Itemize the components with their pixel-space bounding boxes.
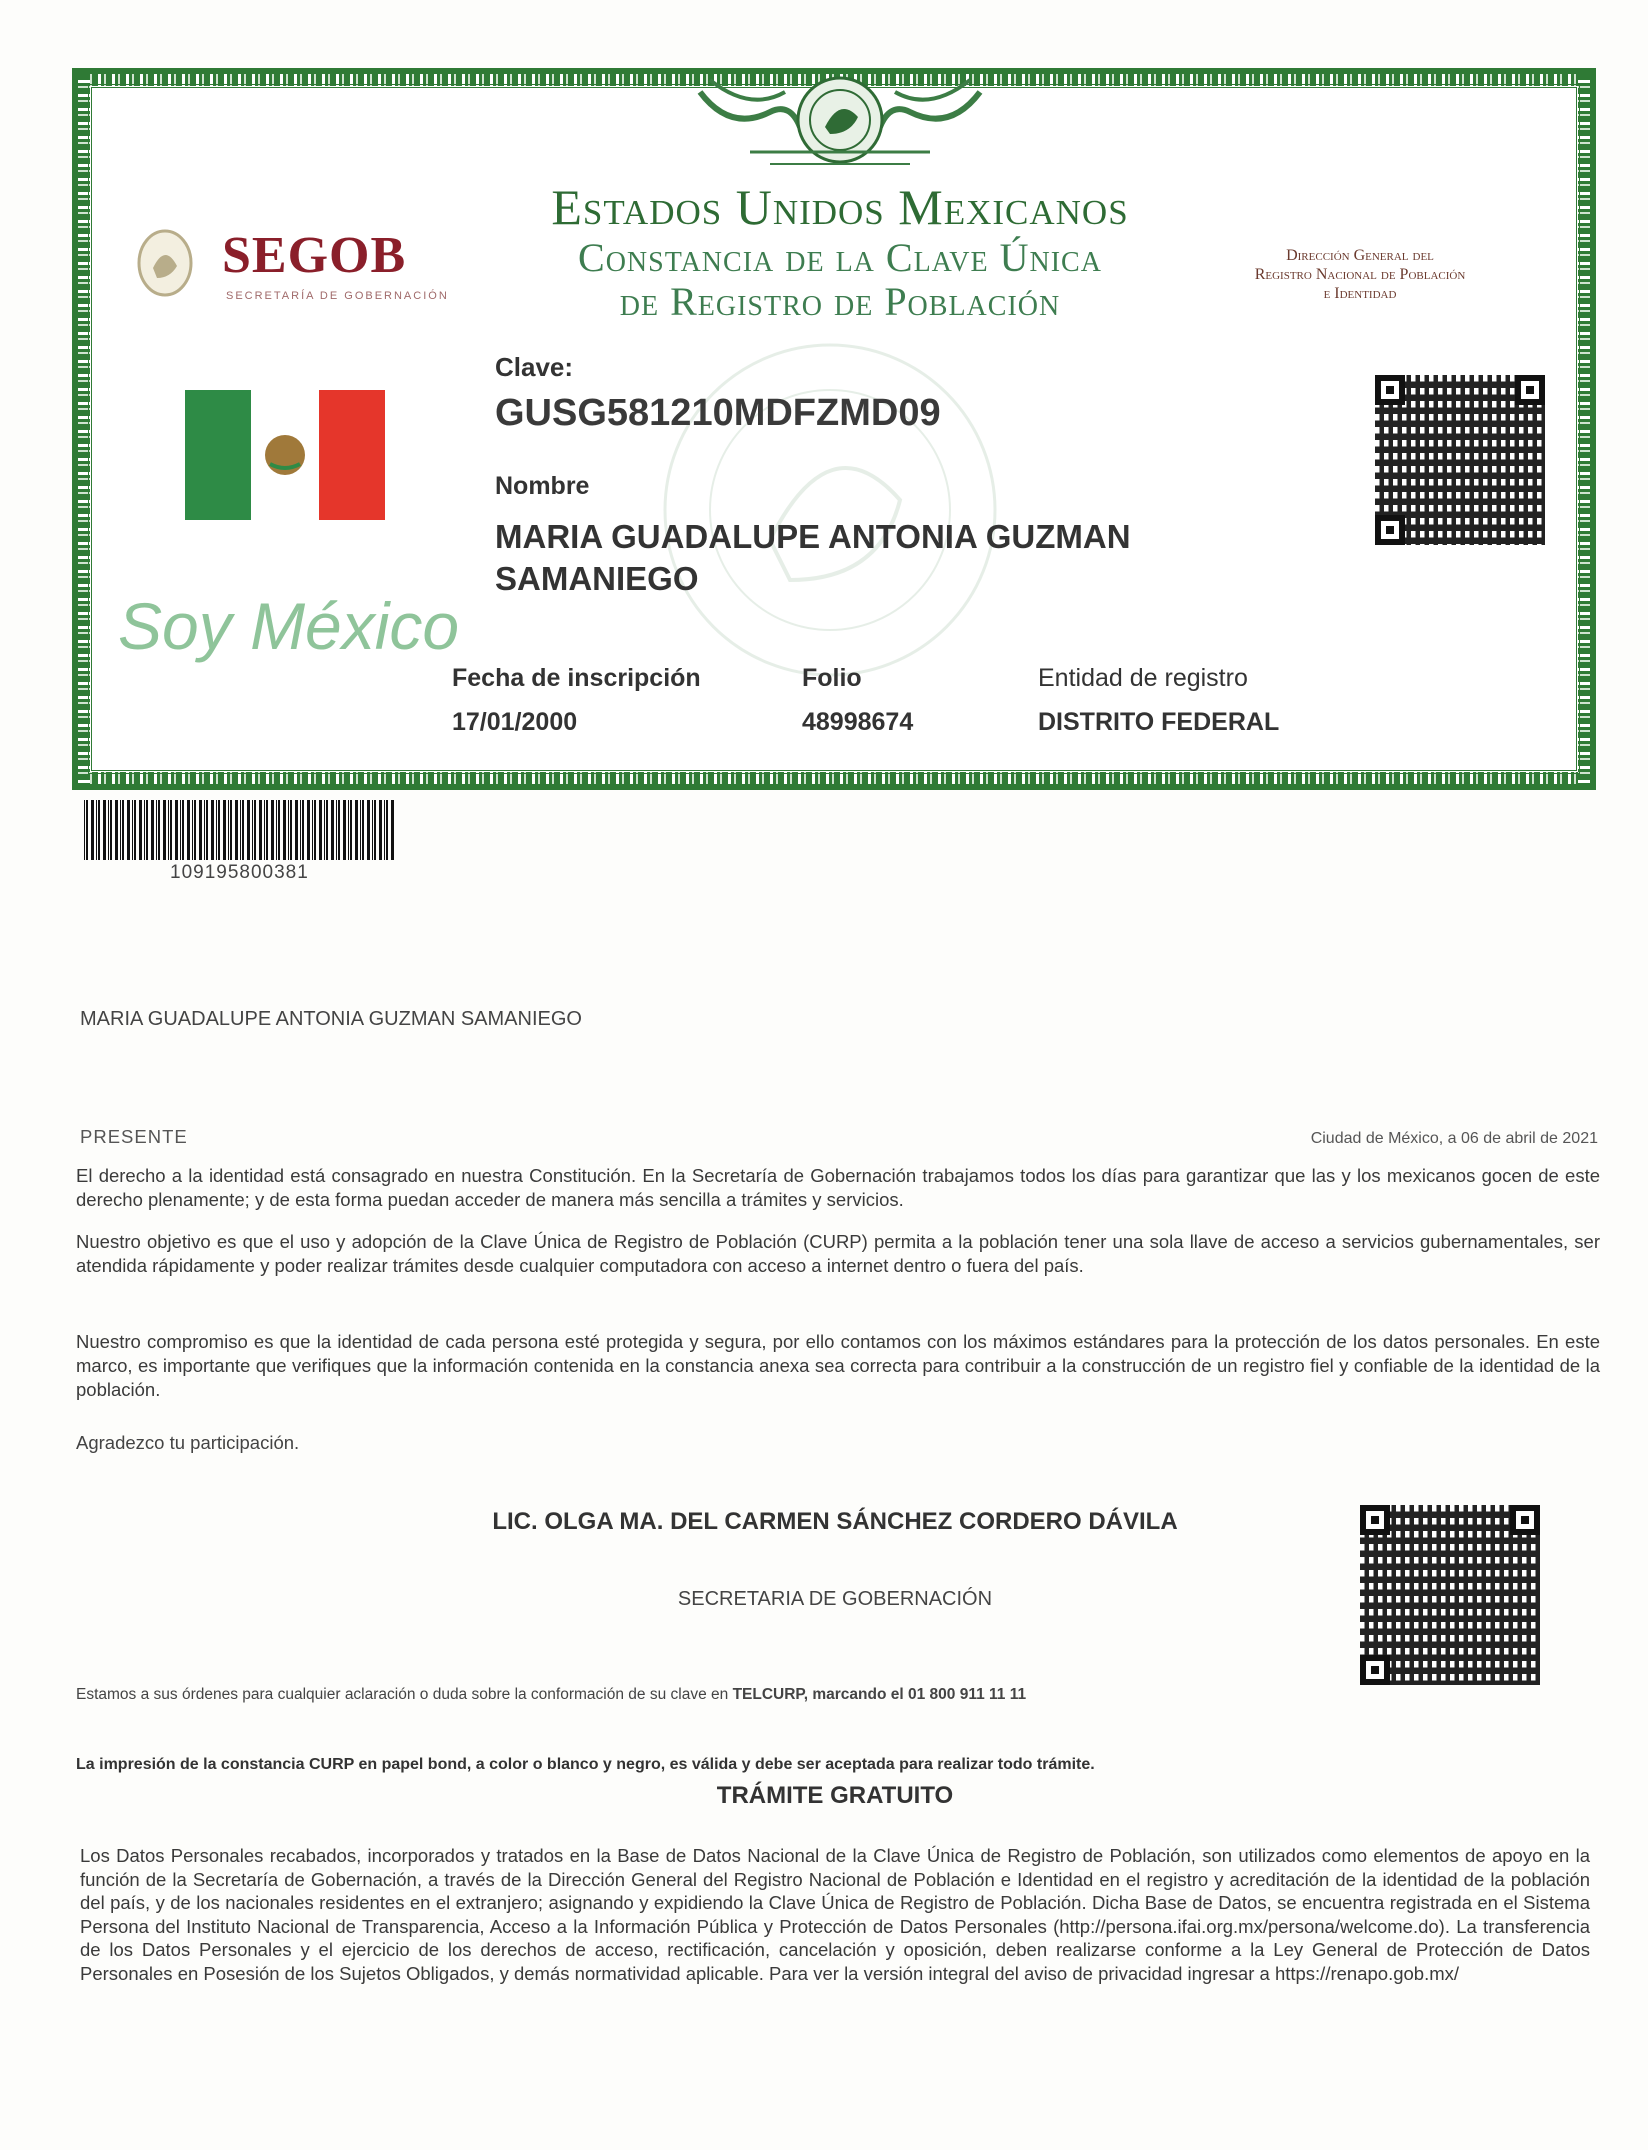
dgr-line3: e Identidad: [1323, 285, 1397, 302]
national-seal-icon: [690, 72, 990, 178]
qr-code-icon: [1360, 1505, 1540, 1685]
clave-label: Clave:: [495, 352, 574, 382]
contact-line: [76, 1686, 1026, 1704]
letter-presente: PRESENTE: [80, 1126, 188, 1147]
barcode-number: 109195800381: [170, 862, 309, 883]
barcode-icon: [84, 800, 394, 860]
fecha-value: 17/01/2000: [452, 708, 578, 736]
letter-recipient: MARIA GUADALUPE ANTONIA GUZMAN SAMANIEGO: [80, 1008, 582, 1030]
privacy-notice: Los Datos Personales recabados, incorporados y tratados en la Base de Datos Nacional de la Clave Única de Registro de Población, son utilizados como elementos de apoyo en la función de la Secretaría de Gobernación, a través de la Dirección General del Registro Nacional de Población e Identidad en el registro y acreditación de la identidad de la población del país, y de los nacionales residentes en el extranjero; asignando y expidiendo la Clave Única de Registro de Población. Dicha Base de Datos, se encuentra registrada en el Sistema Persona del Instituto Nacional de Transparencia, Acceso a la Información Pública y Protección de Datos Personales (http://persona.ifai.org.mx/persona/welcome.do). La transferencia de los Datos Personales y el ejercicio de los derechos de acceso, rectificación, cancelación y oposición, deben realizarse conforme a la Ley General de Protección de Datos Personales en Posesión de los Sujetos Obligados, y demás normatividad aplicable. Para ver la versión integral del aviso de privacidad ingresar a https://renapo.gob.mx/: [80, 1845, 1590, 1984]
fecha-label: Fecha de inscripción: [452, 664, 701, 692]
free-procedure-label: TRÁMITE GRATUITO: [716, 1782, 954, 1809]
folio-value: 48998674: [802, 708, 914, 736]
signer-title: SECRETARIA DE GOBERNACIÓN: [677, 1588, 993, 1610]
letter-paragraph-1: El derecho a la identidad está consagrado en nuestra Constitución. En la Secretaría de Gobernación trabajamos todos los días para garantizar que las y los mexicanos gocen de este derecho plenamente; y de esta forma puedan acceder de manera más sencilla a trámites y servicios.: [76, 1165, 1600, 1210]
entidad-label: Entidad de registro: [1038, 664, 1248, 692]
segob-subtitle: SECRETARÍA DE GOBERNACIÓN: [226, 290, 449, 302]
dgr-block: [1200, 246, 1520, 303]
validity-note: La impresión de la constancia CURP en papel bond, a color o blanco y negro, es válida y debe ser aceptada para realizar todo trámite.: [76, 1756, 1095, 1773]
letter-paragraph-3: Nuestro compromiso es que la identidad de cada persona esté protegida y segura, por ello contamos con los máximos estándares para la protección de los datos personales. En este marco, es importante que verifiques que la información contenida en la constancia anexa sea correcta para contribuir a la construcción de un registro fiel y confiable de la identidad de la población.: [76, 1331, 1600, 1400]
title-registro-poblacion: de Registro de Población: [619, 279, 1061, 324]
segob-emblem-icon: [135, 228, 195, 298]
letter-paragraph-2: Nuestro objetivo es que el uso y adopción de la Clave Única de Registro de Población (CURP) permita a la población tener una sola llave de acceso a servicios gubernamentales, ser atendida rápidamente y poder realizar trámites desde cualquier computadora con acceso a internet dentro o fuera del país.: [76, 1231, 1600, 1276]
title-estados-unidos-mexicanos: Estados Unidos Mexicanos: [551, 179, 1129, 235]
qr-code-icon: [1375, 375, 1545, 545]
nombre-value-line1: MARIA GUADALUPE ANTONIA GUZMAN: [495, 518, 1131, 555]
nombre-value-line2: SAMANIEGO: [495, 560, 699, 597]
dgr-line2: Registro Nacional de Población: [1254, 266, 1466, 283]
letter-thanks: Agradezco tu participación.: [76, 1432, 300, 1453]
nombre-label: Nombre: [495, 472, 590, 500]
folio-label: Folio: [802, 664, 862, 692]
soy-mexico-slogan: Soy México: [118, 589, 460, 663]
entidad-value: DISTRITO FEDERAL: [1038, 708, 1280, 736]
mexico-flag-icon: [185, 390, 385, 520]
contact-prefix: Estamos a sus órdenes para cualquier aclaración o duda sobre la conformación de su clave en: [76, 1686, 733, 1703]
watermark-seal-icon: [600, 300, 1060, 720]
title-constancia: Constancia de la Clave Única: [578, 235, 1102, 280]
dgr-line1: Dirección General del: [1286, 247, 1434, 264]
signer-name: LIC. OLGA MA. DEL CARMEN SÁNCHEZ CORDERO DÁVILA: [492, 1508, 1178, 1535]
clave-value: GUSG581210MDFZMD09: [495, 392, 941, 434]
contact-telcurp: TELCURP, marcando el 01 800 911 11 11: [732, 1686, 1027, 1703]
letter-date: Ciudad de México, a 06 de abril de 2021: [1310, 1130, 1598, 1147]
segob-logo: SEGOB: [222, 227, 407, 284]
